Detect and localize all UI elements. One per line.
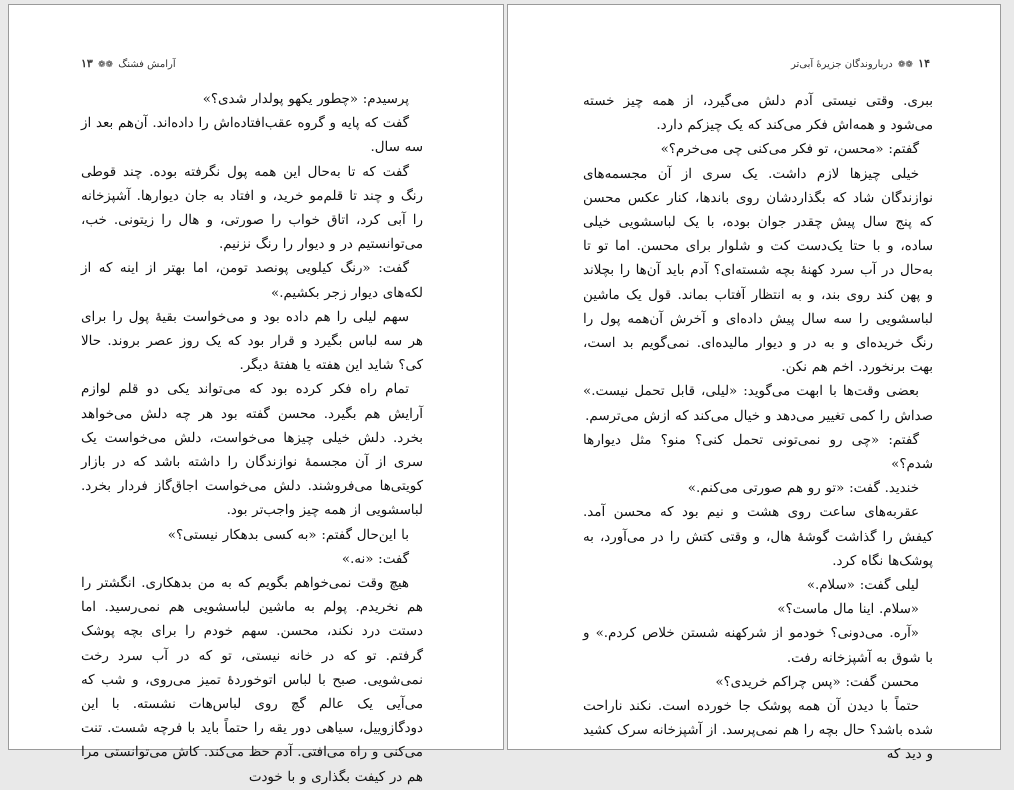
paragraph: گفت که پایه و گروه عقب‌افتاده‌اش را داده‌اند. آن‌هم بعد از سه سال. [81,116,423,156]
header-title: درباروندگان جزیرهٔ آبی‌تر [790,59,893,70]
paragraph: گفت: «نه.» [341,551,409,567]
paragraph: سهم لیلی را هم داده بود و می‌خواست بقیهٔ پول را برای هر سه لباس بگیرد و قرار بود که یک روز عصر بروند. حالا کی؟ شاید این هفته یا هفتهٔ دیگر. [81,309,423,374]
paragraph: ببری. وقتی نیستی آدم دلش می‌گیرد، از همه چیز خسته می‌شود و همه‌اش فکر می‌کند که یک چیزکم دارد. [583,94,933,134]
paragraph: هیچ وقت نمی‌خواهم بگویم که به من بدهکاری. انگشتر را هم نخریدم. پولم به ماشین لباسشویی هم نمی‌رسید. اما دستت درد نکند، محسن. سهم خودم را برای بچه پوشک گرفتم. تو که در خانه نیستی، تو که در آب سرد رخت نمی‌شویی. صبح با لباس اتوخوردهٔ تمیز می‌روی، و شب که می‌آیی یک عالم گچ روی لباس‌هات نشسته. با این دودگازوییل، سیاهی دور یقه را حتماً باید با فرچه شست. تنت می‌کنی و راه می‌افتی. آدم حظ می‌کند. کاش می‌توانستی مرا هم در کیفت بگذاری و با خودت [81,576,423,785]
paragraph: عقربه‌های ساعت روی هشت و نیم بود که محسن آمد. کیفش را گذاشت گوشهٔ هال، و وقتی کتش را در می‌آورد، به پوشک‌ها نگاه کرد. [583,505,933,569]
paragraph: گفتم: «محسن، تو فکر می‌کنی چی می‌خرم؟» [660,142,919,158]
paragraph: لیلی گفت: «سلام.» [806,578,919,594]
paragraph: «سلام. اینا مال ماست؟» [777,602,919,618]
right-page [507,4,1001,763]
paragraph: «آره. می‌دونی؟ خودمو از شرکهنه شستن خلاص کردم.» و با شوق به آشپزخانه رفت. [583,626,933,666]
paragraph: محسن گفت: «پس چراکم خریدی؟» [715,674,919,690]
paragraph: پرسیدم: «چطور یکهو پولدار شدی؟» [202,92,409,107]
paragraph: خیلی چیزها لازم داشت. یک سری از آن مجسمه‌های نوازندگان شاد که بگذاردشان روی باندها، کنار عکس محسن که پنج سال پیش چقدر جوان بوده، با یک لباسشویی خیلی ساده، و با حتا یک‌دست کت و شلوار برای محسن. اما تو تا به‌حال در آب سرد کهنهٔ بچه شسته‌ای؟ آدم باید آن‌ها را بچلاند و پهن کند روی بند، و به انتظار آفتاب بماند. قول یک ماشین لباسشویی را سه سال پیش داده‌ای و آخرش آن‌همه پول را رنگ خریده‌ای و به در و دیوار مالیده‌ای. نمی‌گویم بد است، بهت برنخورد. اخم هم نکن. [583,166,933,376]
running-header-left [81,57,176,70]
left-page [8,4,504,785]
ornament-icon: ❁❁ [897,60,913,70]
page-body-left [81,88,423,790]
paragraph: خندید. گفت: «تو رو هم صورتی می‌کنم.» [687,481,919,497]
paragraph: گفتم: «چی رو نمی‌تونی تحمل کنی؟ منو؟ مثل دیوارها شدم؟» [583,432,933,473]
running-header-right [791,57,930,70]
paragraph: گفت که تا به‌حال این همه پول نگرفته بوده. چند قوطی رنگ و چند تا قلم‌مو خرید، و افتاد به جان دیوارها. آشپزخانه را آبی کرد، اتاق خواب را صورتی، و هال را زیتونی. خب، می‌توانستیم در و دیوار را رنگ نزنیم. [81,164,423,253]
ornament-icon: ❁❁ [98,60,114,70]
paragraph: بعضی وقت‌ها با ابهت می‌گوید: «لیلی، قابل تحمل نیست.» صداش را کمی تغییر می‌دهد و خیال می‌کند که ازش می‌ترسم. [583,384,933,424]
header-title: آرامش فشنگ [118,59,176,70]
paragraph: تمام راه فکر کرده بود که می‌تواند یکی دو قلم لوازم آرایش هم بگیرد. محسن گفته بود هر چه دلش می‌خواهد بخرد. دلش خیلی چیزها می‌خواست، دلش می‌خواست یک سری از آن مجسمهٔ نوازندگان را داشته باشد که در بازار کویتی‌ها می‌فروشند. دلش می‌خواست اجاق‌گاز فردار بخرد. لباسشویی از همه چیز واجب‌تر بود. [81,382,423,519]
page-number: ۱۳ [81,57,93,70]
page-number: ۱۴ [918,57,930,70]
page-body-right [583,90,933,768]
paragraph: گفت: «رنگ کیلویی پونصد تومن، اما بهتر از اینه که از لکه‌های دیوار زجر بکشیم.» [81,261,423,301]
paragraph: با این‌حال گفتم: «به کسی بدهکار نیستی؟» [167,527,409,543]
paragraph: حتماً با دیدن آن همه پوشک جا خورده است. نکند ناراحت شده باشد؟ حال بچه را هم نمی‌پرسد. از آشپزخانه سرک کشید و دید که [583,699,933,763]
